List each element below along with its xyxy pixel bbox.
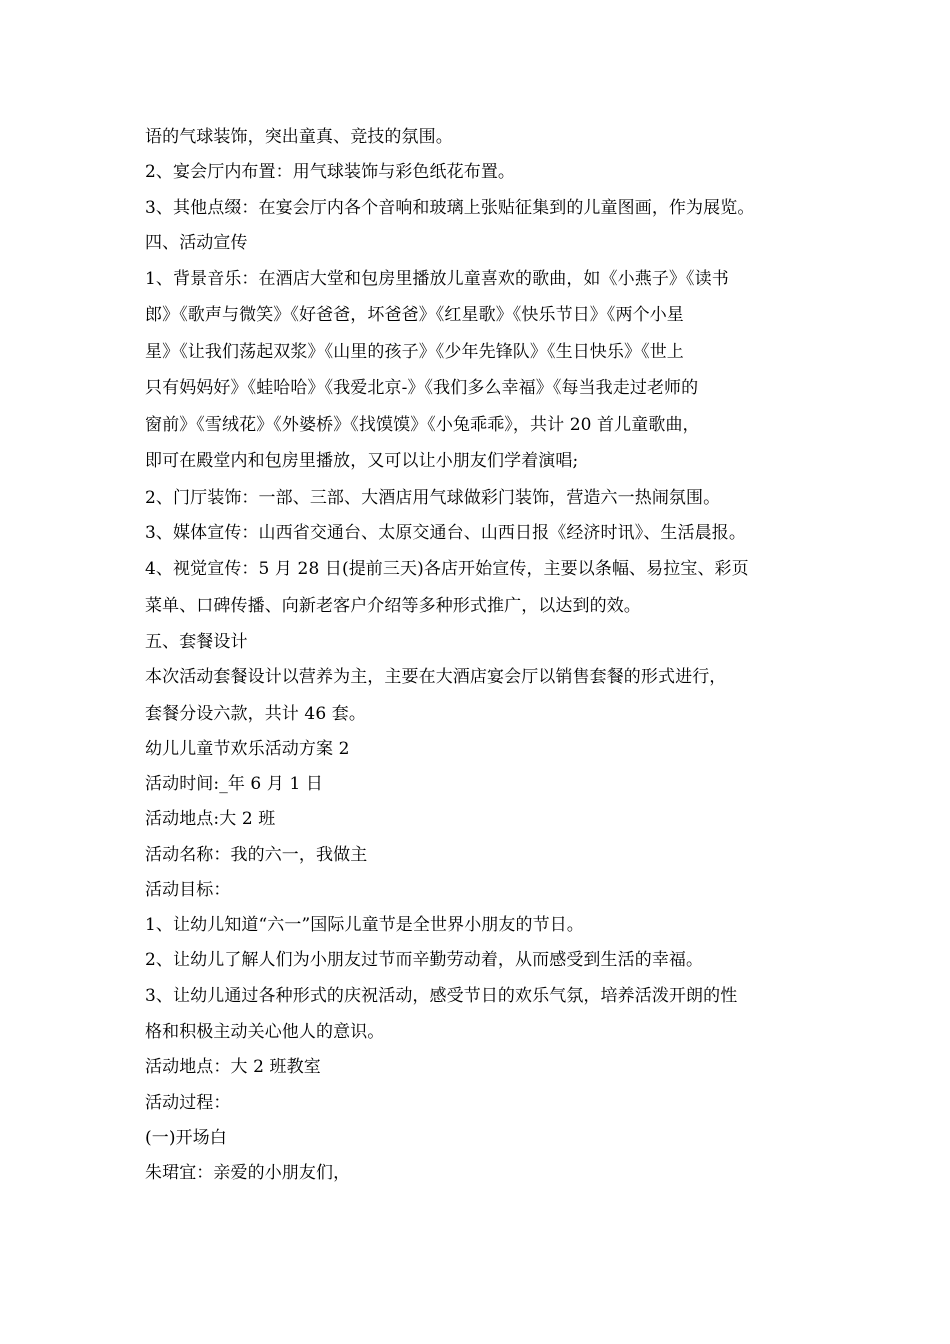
text-line: 2、让幼儿了解人们为小朋友过节而辛勤劳动着，从而感受到生活的幸福。 <box>145 950 704 970</box>
section-heading: 四、活动宣传 <box>145 233 248 253</box>
text-line: 活动地点:大 2 班 <box>145 809 276 829</box>
text-line: 即可在殿堂内和包房里播放，又可以让小朋友们学着演唱; <box>145 451 579 471</box>
text-line: 1、背景音乐：在酒店大堂和包房里播放儿童喜欢的歌曲，如《小燕子》《读书 <box>145 269 729 289</box>
text-line: 3、其他点缀：在宴会厅内各个音响和玻璃上张贴征集到的儿童图画，作为展览。 <box>145 198 755 218</box>
text-line: (一)开场白 <box>145 1128 227 1148</box>
text-line: 活动过程： <box>145 1093 231 1113</box>
plan-title: 幼儿儿童节欢乐活动方案 2 <box>145 739 350 759</box>
text-line: 朱珺宜：亲爱的小朋友们， <box>145 1163 351 1183</box>
text-line: 菜单、口碑传播、向新老客户介绍等多种形式推广，以达到的效。 <box>145 596 641 616</box>
text-line: 格和积极主动关心他人的意识。 <box>145 1022 385 1042</box>
text-line: 3、让幼儿通过各种形式的庆祝活动，感受节日的欢乐气氛，培养活泼开朗的性 <box>145 986 738 1006</box>
text-line: 活动目标： <box>145 880 231 900</box>
section-heading: 五、套餐设计 <box>145 632 248 652</box>
text-line: 郎》《歌声与微笑》《好爸爸，坏爸爸》《红星歌》《快乐节日》《两个小星 <box>145 305 684 325</box>
text-line: 只有妈妈好》《蛙哈哈》《我爱北京-》《我们多么幸福》《每当我走过老师的 <box>145 378 699 398</box>
text-line: 语的气球装饰，突出童真、竞技的氛围。 <box>145 127 453 147</box>
text-line: 活动名称：我的六一，我做主 <box>145 845 368 865</box>
text-line: 窗前》《雪绒花》《外婆桥》《找馍馍》《小兔乖乖》，共计 20 首儿童歌曲， <box>145 415 700 435</box>
text-line: 2、门厅装饰：一部、三部、大酒店用气球做彩门装饰，营造六一热闹氛围。 <box>145 488 721 508</box>
text-line: 2、宴会厅内布置：用气球装饰与彩色纸花布置。 <box>145 162 516 182</box>
text-line: 活动地点：大 2 班教室 <box>145 1057 321 1077</box>
text-line: 3、媒体宣传：山西省交通台、太原交通台、山西日报《经济时讯》、生活晨报。 <box>145 523 746 543</box>
text-line: 1、让幼儿知道“六一”国际儿童节是全世界小朋友的节日。 <box>145 915 584 935</box>
text-line: 本次活动套餐设计以营养为主，主要在大酒店宴会厅以销售套餐的形式进行， <box>145 667 727 687</box>
text-line: 星》《让我们荡起双浆》《山里的孩子》《少年先锋队》《生日快乐》《世上 <box>145 342 684 362</box>
text-line: 4、视觉宣传：5 月 28 日(提前三天)各店开始宣传，主要以条幅、易拉宝、彩页 <box>145 559 749 579</box>
text-line: 活动时间:_年 6 月 1 日 <box>145 774 323 794</box>
text-line: 套餐分设六款，共计 46 套。 <box>145 704 366 724</box>
